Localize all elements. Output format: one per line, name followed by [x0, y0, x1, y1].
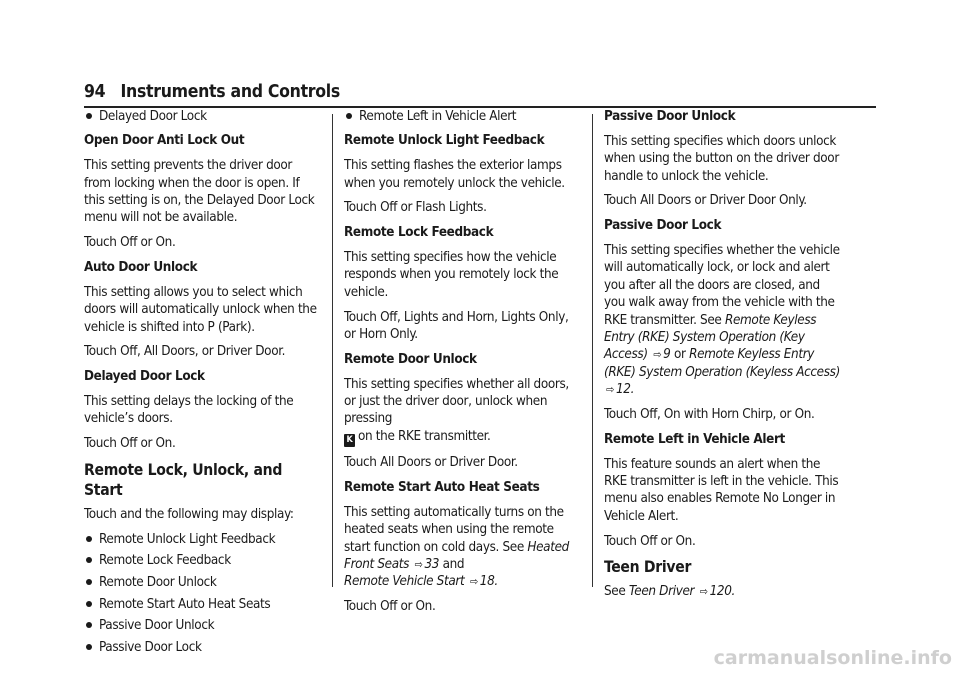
- text-run: .: [630, 382, 635, 398]
- subheading: Remote Unlock Light Feedback: [344, 133, 545, 149]
- page-header: [84, 80, 876, 108]
- paragraph: This setting specifies how the vehicle responds when you remotely lock the vehicle.: [344, 250, 559, 300]
- paragraph: This feature sounds an alert when the RKE transmitter is left in the vehicle. This menu also enables Remote No Longer in Vehicle Alert.: [604, 456, 839, 524]
- paragraph: This setting flashes the exterior lamps when you remotely unlock the vehicle.: [344, 158, 565, 191]
- paragraph: [344, 504, 580, 591]
- page-ref-icon: ⇨: [699, 585, 708, 599]
- subheading: Remote Door Unlock: [344, 351, 477, 367]
- paragraph: [604, 583, 844, 600]
- cross-reference-link[interactable]: Remote Keyless Entry (RKE) System Operation (Key Access): [604, 312, 817, 363]
- section-heading: Remote Lock, Unlock, and Start: [84, 461, 283, 500]
- subheading: Open Door Anti Lock Out: [84, 133, 245, 149]
- cross-reference-link[interactable]: Remote Keyless Entry (RKE) System Operation (Keyless Access): [604, 347, 840, 380]
- page-ref-icon: ⇨: [606, 383, 614, 397]
- column-divider: [332, 114, 333, 587]
- text-line: or just the driver door, unlock when pressing: [344, 394, 548, 427]
- page-ref[interactable]: 120: [709, 584, 732, 600]
- paragraph: Touch Off or On.: [84, 436, 176, 452]
- paragraph: Touch Off, All Doors, or Driver Door.: [84, 344, 286, 360]
- cross-reference-link[interactable]: Remote Vehicle Start: [344, 574, 465, 590]
- subheading: Passive Door Lock: [604, 218, 722, 234]
- paragraph: Touch Off or On.: [344, 599, 436, 615]
- section-title: Instruments and Controls: [120, 82, 340, 102]
- page-number: 94: [84, 82, 106, 102]
- subheading: Passive Door Unlock: [604, 109, 736, 124]
- paragraph: This setting allows you to select which doors will automatically unlock when the vehicle is shifted into P (Park).: [84, 284, 317, 335]
- subheading: Delayed Door Lock: [84, 369, 205, 385]
- list-item: Passive Door Unlock: [84, 617, 320, 634]
- paragraph: This setting delays the locking of the vehicle’s doors.: [84, 394, 294, 427]
- cross-reference-link[interactable]: Teen Driver: [628, 584, 695, 600]
- watermark: carmanualsonline.info: [713, 647, 952, 669]
- list-item: Remote Start Auto Heat Seats: [84, 596, 320, 613]
- text-line: or Horn Only.: [344, 327, 418, 343]
- page-ref-icon: ⇨: [469, 575, 478, 589]
- page-ref[interactable]: 9: [663, 347, 671, 363]
- text-run: This setting automatically turns on the heated seats when using the remote start function on cold days. See: [344, 504, 564, 555]
- column-divider: [592, 114, 593, 587]
- paragraph: [604, 242, 844, 399]
- paragraph: This setting specifies which doors unlock when using the button on the driver door handle to unlock the vehicle.: [604, 133, 839, 184]
- list-item: Remote Lock Feedback: [84, 552, 320, 569]
- column-3: [604, 108, 844, 608]
- paragraph: Touch Off or On.: [84, 235, 176, 251]
- bullet-list: [344, 108, 580, 125]
- paragraph: Touch Off or On.: [604, 533, 696, 549]
- column-1: [84, 108, 320, 662]
- paragraph: Touch Off or Flash Lights.: [344, 200, 487, 216]
- page-ref[interactable]: 12: [615, 382, 631, 398]
- text-run: and: [442, 557, 465, 573]
- list-item: Delayed Door Lock: [84, 108, 320, 125]
- text-line: This setting specifies whether all doors,: [344, 376, 569, 392]
- list-item: Remote Unlock Light Feedback: [84, 531, 320, 548]
- section-heading: Teen Driver: [604, 558, 692, 577]
- page-ref-icon: ⇨: [414, 558, 423, 572]
- list-item: Remote Left in Vehicle Alert: [344, 108, 580, 125]
- paragraph: [344, 376, 580, 447]
- text-run: or: [673, 347, 686, 363]
- paragraph: [344, 309, 580, 344]
- bullet-list: [84, 531, 320, 656]
- text-run: This setting specifies whether the vehicle will automatically lock, or lock and alert you after all the doors are closed, and you walk away from the vehicle with the RKE transmitter. See: [604, 243, 840, 328]
- cross-reference-link[interactable]: Heated Front Seats: [344, 539, 569, 573]
- text-line: on the RKE transmitter.: [358, 428, 491, 444]
- text-run: .: [494, 574, 498, 590]
- text-run: See: [604, 584, 626, 600]
- text-line: Touch Off, Lights and Horn, Lights Only,: [344, 309, 569, 325]
- column-2: [344, 108, 580, 623]
- subheading: Remote Start Auto Heat Seats: [344, 480, 540, 496]
- subheading: Remote Lock Feedback: [344, 225, 494, 241]
- paragraph: This setting prevents the driver door from locking when the door is open. If this setting is on, the Delayed Door Lock menu will not be available.: [84, 158, 315, 226]
- list-item: Passive Door Lock: [84, 639, 320, 656]
- paragraph: Touch and the following may display:: [84, 507, 294, 523]
- paragraph: Touch All Doors or Driver Door.: [344, 455, 518, 471]
- text-run: .: [731, 584, 736, 600]
- page-ref[interactable]: 33: [424, 557, 440, 573]
- paragraph: Touch Off, On with Horn Chirp, or On.: [604, 407, 815, 423]
- subheading: Remote Left in Vehicle Alert: [604, 431, 785, 447]
- paragraph: Touch All Doors or Driver Door Only.: [604, 193, 807, 209]
- unlock-key-icon: K: [344, 434, 355, 447]
- page-ref[interactable]: 18: [479, 574, 495, 590]
- bullet-list: [84, 108, 320, 125]
- subheading: Auto Door Unlock: [84, 260, 198, 276]
- list-item: Remote Door Unlock: [84, 574, 320, 591]
- page-ref-icon: ⇨: [653, 348, 662, 362]
